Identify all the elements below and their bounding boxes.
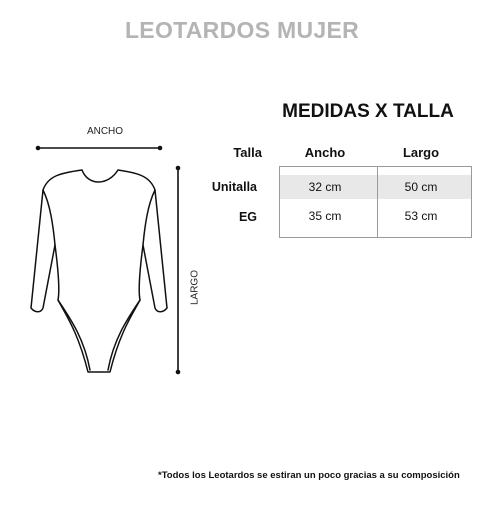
length-measure-line bbox=[176, 166, 181, 375]
width-label: ANCHO bbox=[86, 126, 124, 137]
column-divider bbox=[377, 167, 378, 237]
table-cell-width: 32 cm bbox=[308, 180, 342, 194]
row-size-label: Unitalla bbox=[211, 180, 257, 194]
table-cell-length: 50 cm bbox=[404, 180, 438, 194]
width-measure-line bbox=[36, 146, 163, 151]
table-cell-width: 35 cm bbox=[308, 209, 342, 223]
leotard-outline bbox=[31, 170, 167, 372]
header-length: Largo bbox=[402, 145, 440, 160]
size-heading: MEDIDAS X TALLA bbox=[282, 101, 454, 122]
table-cell-length: 53 cm bbox=[404, 209, 438, 223]
length-label: LARGO bbox=[189, 270, 201, 306]
size-table bbox=[279, 166, 472, 238]
header-width: Ancho bbox=[304, 145, 346, 160]
row-size-label: EG bbox=[238, 210, 257, 224]
footnote: *Todos los Leotardos se estiran un poco gracias a su composición bbox=[158, 470, 460, 481]
header-size: Talla bbox=[233, 145, 262, 160]
page-title: LEOTARDOS MUJER bbox=[124, 17, 360, 43]
